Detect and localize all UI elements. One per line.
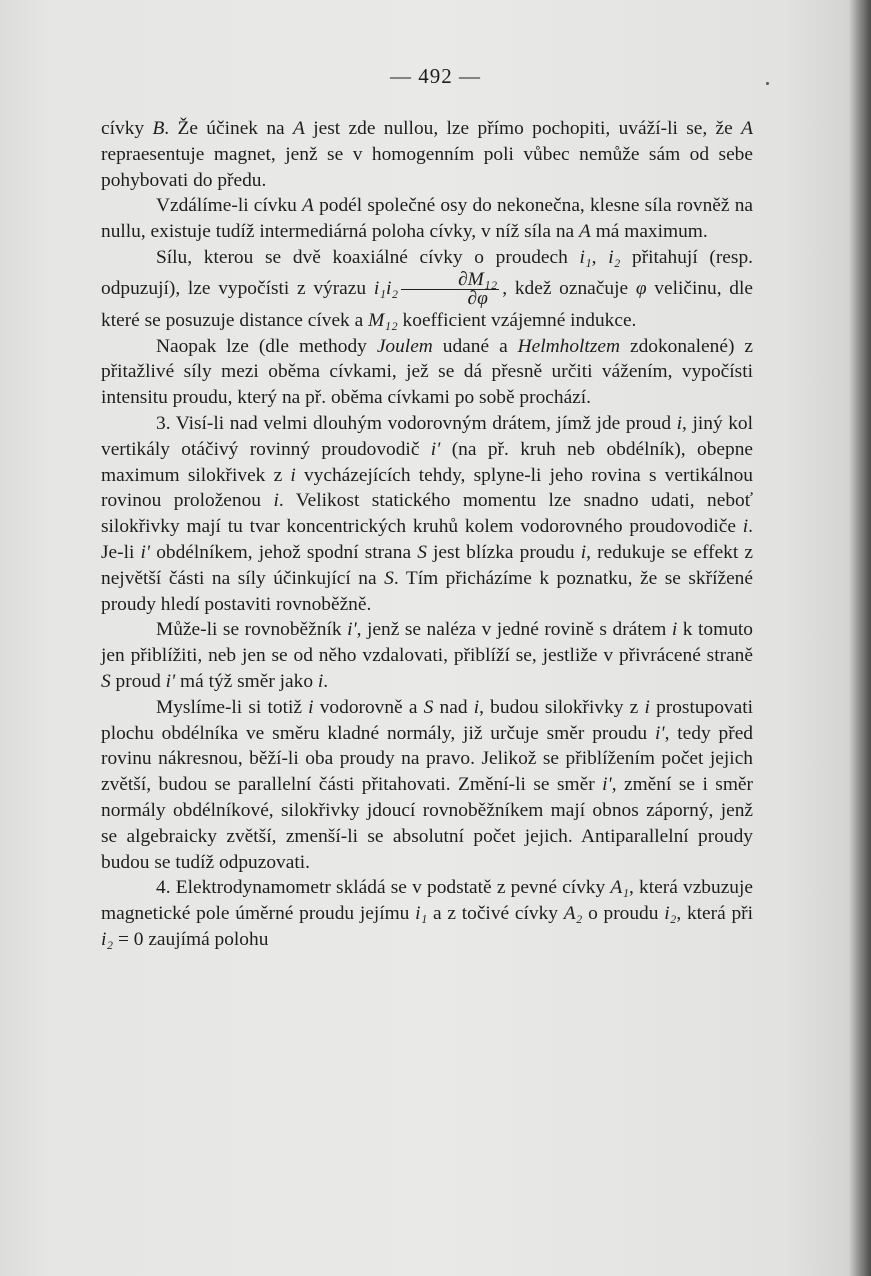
italic-symbol: i (273, 490, 279, 512)
italic-symbol: S (101, 670, 111, 692)
text-run: , redukuje se effekt z největší části na síly účinkující na (101, 541, 754, 589)
text-run: vycházejících tehdy, splyne-li jeho rovina s vertikálnou rovinou proloženou (101, 464, 753, 512)
text-run: . Že účinek na (164, 118, 294, 139)
italic-symbol: i (290, 464, 296, 486)
text-run: (na př. kruh neb obdélník), obepne maximum silokřivek z (101, 438, 753, 486)
text-run: jest zde nullou, lze přímo pochopiti, uváží-li se, že (304, 118, 742, 139)
text-run: Naopak lze (dle methody (156, 335, 377, 357)
italic-symbol: Helmholtzem (517, 335, 620, 357)
text-run: . Je-li (101, 516, 753, 563)
italic-symbol: A (579, 221, 591, 243)
text-run: cívky (101, 118, 153, 139)
paragraph (101, 617, 753, 694)
text-run: jest blízka proudu (426, 541, 581, 563)
italic-symbol: i (308, 696, 314, 718)
italic-symbol: i₁i₂ (373, 277, 399, 299)
text-run: k tomuto jen přiblížiti, neb jen se od něho vzdalovati, přiblíží se, jestliže v přivrácené straně (101, 619, 753, 667)
italic-symbol: i' (430, 438, 441, 460)
italic-symbol: A (302, 195, 314, 217)
text-run: prostupovati plochu obdélníka ve směru kladné normály, již určuje směr proudu (101, 696, 754, 744)
paragraph (101, 875, 753, 952)
italic-symbol: i₁ (579, 246, 592, 268)
text-run: , změní se i směr normály obdélníkové, silokřivky jdoucí rovnoběžníkem mají obnos záporný, jenž se algebraicky zvětší, zmenší-li se absolutní počet jejich. Antiparallelní proudy budou se tudíž odpuzovati. (101, 774, 753, 873)
text-run: . Tím přicházíme k poznatku, že se skřížené proudy hledí postaviti rovnoběžně. (101, 567, 753, 615)
italic-symbol: A (741, 118, 753, 139)
text-run: , tedy před rovinu nákresnou, běží-li oba proudy na pravo. Jelikož se přiblížením počet jejich zvětší, budou se parallelní části přitahovati. Změní-li se směr (101, 722, 753, 796)
italic-symbol: i' (165, 670, 176, 692)
text-run: Může-li se rovnoběžník (156, 619, 348, 641)
italic-symbol: M₁₂ (368, 309, 398, 331)
italic-symbol: i' (140, 541, 151, 563)
italic-symbol: i (671, 619, 678, 641)
text-run: 3. Visí-li nad velmi dlouhým vodorovným drátem, jímž jde proud (156, 412, 677, 434)
text-run: , budou silokřivky z (479, 696, 645, 718)
book-spine-shadow (849, 0, 871, 1276)
italic-symbol: i (644, 696, 650, 718)
formula-numerator: ∂M₁₂ (401, 271, 499, 290)
text-run: , kdež označuje (502, 277, 636, 299)
italic-symbol: i₂ (101, 928, 114, 950)
italic-symbol: S (423, 696, 434, 718)
text-run: Sílu, kterou se dvě koaxiálné cívky o proudech (156, 246, 580, 268)
paragraph (101, 193, 753, 245)
text-run: . (323, 670, 329, 692)
italic-symbol: Joulem (376, 335, 433, 357)
text-run: obdélníkem, jehož spodní strana (150, 541, 418, 563)
text-run: nad (433, 696, 474, 718)
italic-symbol: i' (602, 774, 612, 796)
paragraph (101, 695, 753, 876)
text-run: , která vzbuzuje magnetické pole úměrné proudu jejímu (101, 877, 753, 925)
italic-symbol: B (152, 118, 165, 139)
text-run: udané a (432, 335, 518, 357)
italic-symbol: A (293, 118, 305, 139)
italic-symbol: i (676, 412, 683, 434)
text-run: má týž směr jako (175, 670, 318, 692)
text-run: , jiný kol vertikály otáčivý rovinný proudovodič (101, 412, 753, 460)
text-run: přitahují (resp. odpuzují), lze vypočísti z výrazu (101, 246, 753, 299)
italic-symbol: S (417, 541, 427, 563)
text-run: veličinu, dle které se posuzuje distance cívek a (101, 277, 753, 331)
text-run: . Velikost statického momentu lze snadno udati, neboť silokřivky mají tu tvar koncentrických kruhů kolem vodorovného proudovodiče (101, 490, 754, 538)
italic-symbol: i₂ (608, 246, 621, 268)
text-run: a z točivé cívky (427, 903, 564, 925)
italic-symbol: A₂ (563, 903, 583, 925)
italic-symbol: S (384, 567, 394, 589)
paragraph (101, 411, 753, 617)
text-run: , (591, 246, 609, 268)
text-run: má maximum. (590, 221, 708, 243)
paragraph (101, 116, 753, 193)
text-run: = 0 zaujímá polohu (113, 928, 269, 950)
text-run: proud (110, 670, 166, 692)
page-number: — 492 — (390, 64, 481, 88)
text-run: vodorovně a (313, 696, 424, 718)
italic-symbol: i (580, 541, 587, 563)
paragraph-with-formula (101, 245, 753, 334)
text-run: Myslíme-li si totiž (156, 696, 309, 718)
italic-symbol: i' (347, 619, 357, 641)
italic-symbol: i (473, 696, 480, 718)
text-run: o proudu (582, 903, 665, 925)
italic-symbol: i' (655, 722, 665, 744)
text-run: 4. Elektrodynamometr skládá se v podstatě z pevné cívky (156, 877, 611, 899)
text-run: koefficient vzájemné indukce. (397, 309, 637, 331)
italic-symbol: i (317, 670, 324, 692)
italic-symbol: A₁ (610, 877, 629, 899)
italic-symbol: i (742, 516, 749, 538)
text-run: Vzdálíme-li cívku (156, 195, 303, 217)
body-text (101, 116, 753, 953)
text-run: podél společné osy do nekonečna, klesne síla rovněž na nullu, existuje tudíž intermediárná poloha cívky, v níž síla na (101, 195, 753, 243)
text-run: , která při (676, 903, 753, 925)
italic-symbol: φ (635, 277, 647, 299)
text-run: zdokonalené) z přitažlivé síly mezi oběma cívkami, jež se dá přesně určiti vážením, vypočísti intensitu proudu, který na př. oběma cívkami po sobě prochází. (101, 335, 753, 409)
italic-symbol: i₂ (664, 903, 677, 925)
text-run: , jenž se naléza v jedné rovině s drátem (356, 619, 672, 641)
paragraph (101, 334, 753, 411)
text-run: repraesentuje magnet, jenž se v homogenním poli vůbec nemůže sám od sebe pohybovati do předu. (101, 143, 753, 191)
fraction-formula (401, 268, 499, 309)
formula-denominator: ∂φ (467, 287, 488, 309)
italic-symbol: i₁ (415, 903, 428, 925)
